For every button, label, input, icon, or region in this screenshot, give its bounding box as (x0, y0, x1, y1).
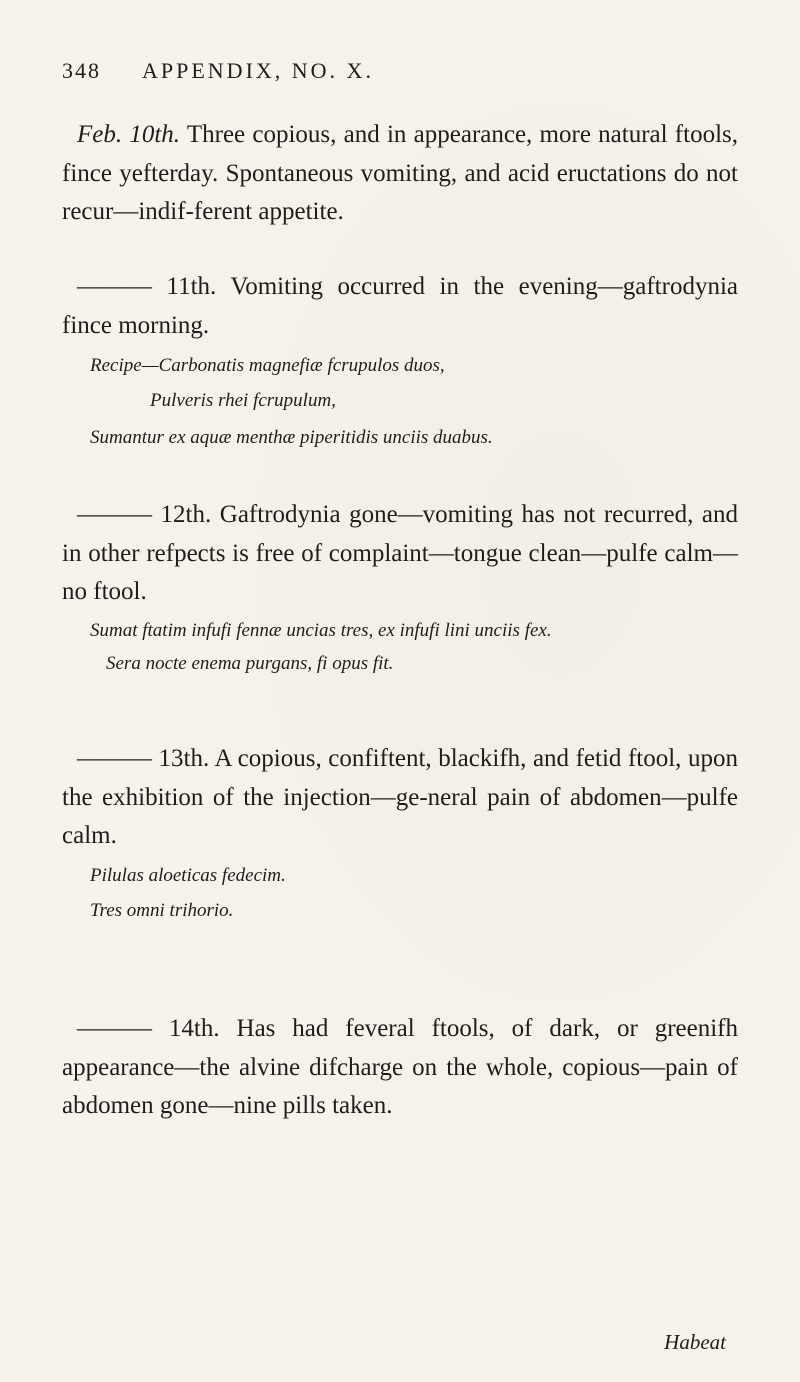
running-title: APPENDIX, NO. X. (142, 58, 374, 83)
entry-text: Has had feveral ftools, of dark, or greenifh appearance—the alvine difcharge on the whole, copious—pain of abdomen gone—nine pills taken. (62, 1015, 738, 1119)
page-number: 348 (62, 58, 101, 83)
entry-text: Vomiting occurred in the evening—gaftrodynia fince morning. (62, 273, 738, 339)
running-head (62, 58, 742, 88)
entry-date: Feb. 10th. (77, 121, 181, 148)
prescription-line: Sumat ftatim infufi fennæ uncias tres, ex infufi lini unciis fex. (90, 620, 552, 641)
prescription-line: Tres omni trihorio. (90, 900, 234, 921)
catchword: Habeat (664, 1330, 726, 1354)
entry-feb-10 (62, 116, 738, 232)
entry-text: A copious, confiftent, blackifh, and fetid ftool, upon the exhibition of the injection—ge-neral pain of abdomen—pulfe calm. (62, 745, 738, 849)
entry-date: ——— 11th. (77, 273, 217, 300)
entry-11th (62, 268, 738, 345)
entry-text: Three copious, and in appearance, more natural ftools, fince yefterday. Spontaneous vomiting, and acid eructations do not recur—indif-ferent appetite. (62, 121, 738, 225)
entry-13th (62, 740, 738, 856)
entry-date: ——— 13th. (77, 745, 210, 772)
prescription-line: Recipe—Carbonatis magnefiæ fcrupulos duos, (90, 355, 445, 376)
entry-text: Gaftrodynia gone—vomiting has not recurred, and in other refpects is free of complaint—tongue clean—pulfe calm—no ftool. (62, 501, 738, 605)
prescription-line: Pilulas aloeticas fedecim. (90, 865, 286, 886)
prescription-line: Sumantur ex aquæ menthæ piperitidis unciis duabus. (90, 427, 493, 448)
entry-12th (62, 496, 738, 612)
entry-date: ——— 12th. (77, 501, 212, 528)
entry-date: ——— 14th. (77, 1015, 220, 1042)
prescription-line: Pulveris rhei fcrupulum, (150, 390, 336, 411)
entry-14th (62, 1010, 738, 1126)
prescription-line: Sera nocte enema purgans, fi opus fit. (106, 653, 394, 674)
